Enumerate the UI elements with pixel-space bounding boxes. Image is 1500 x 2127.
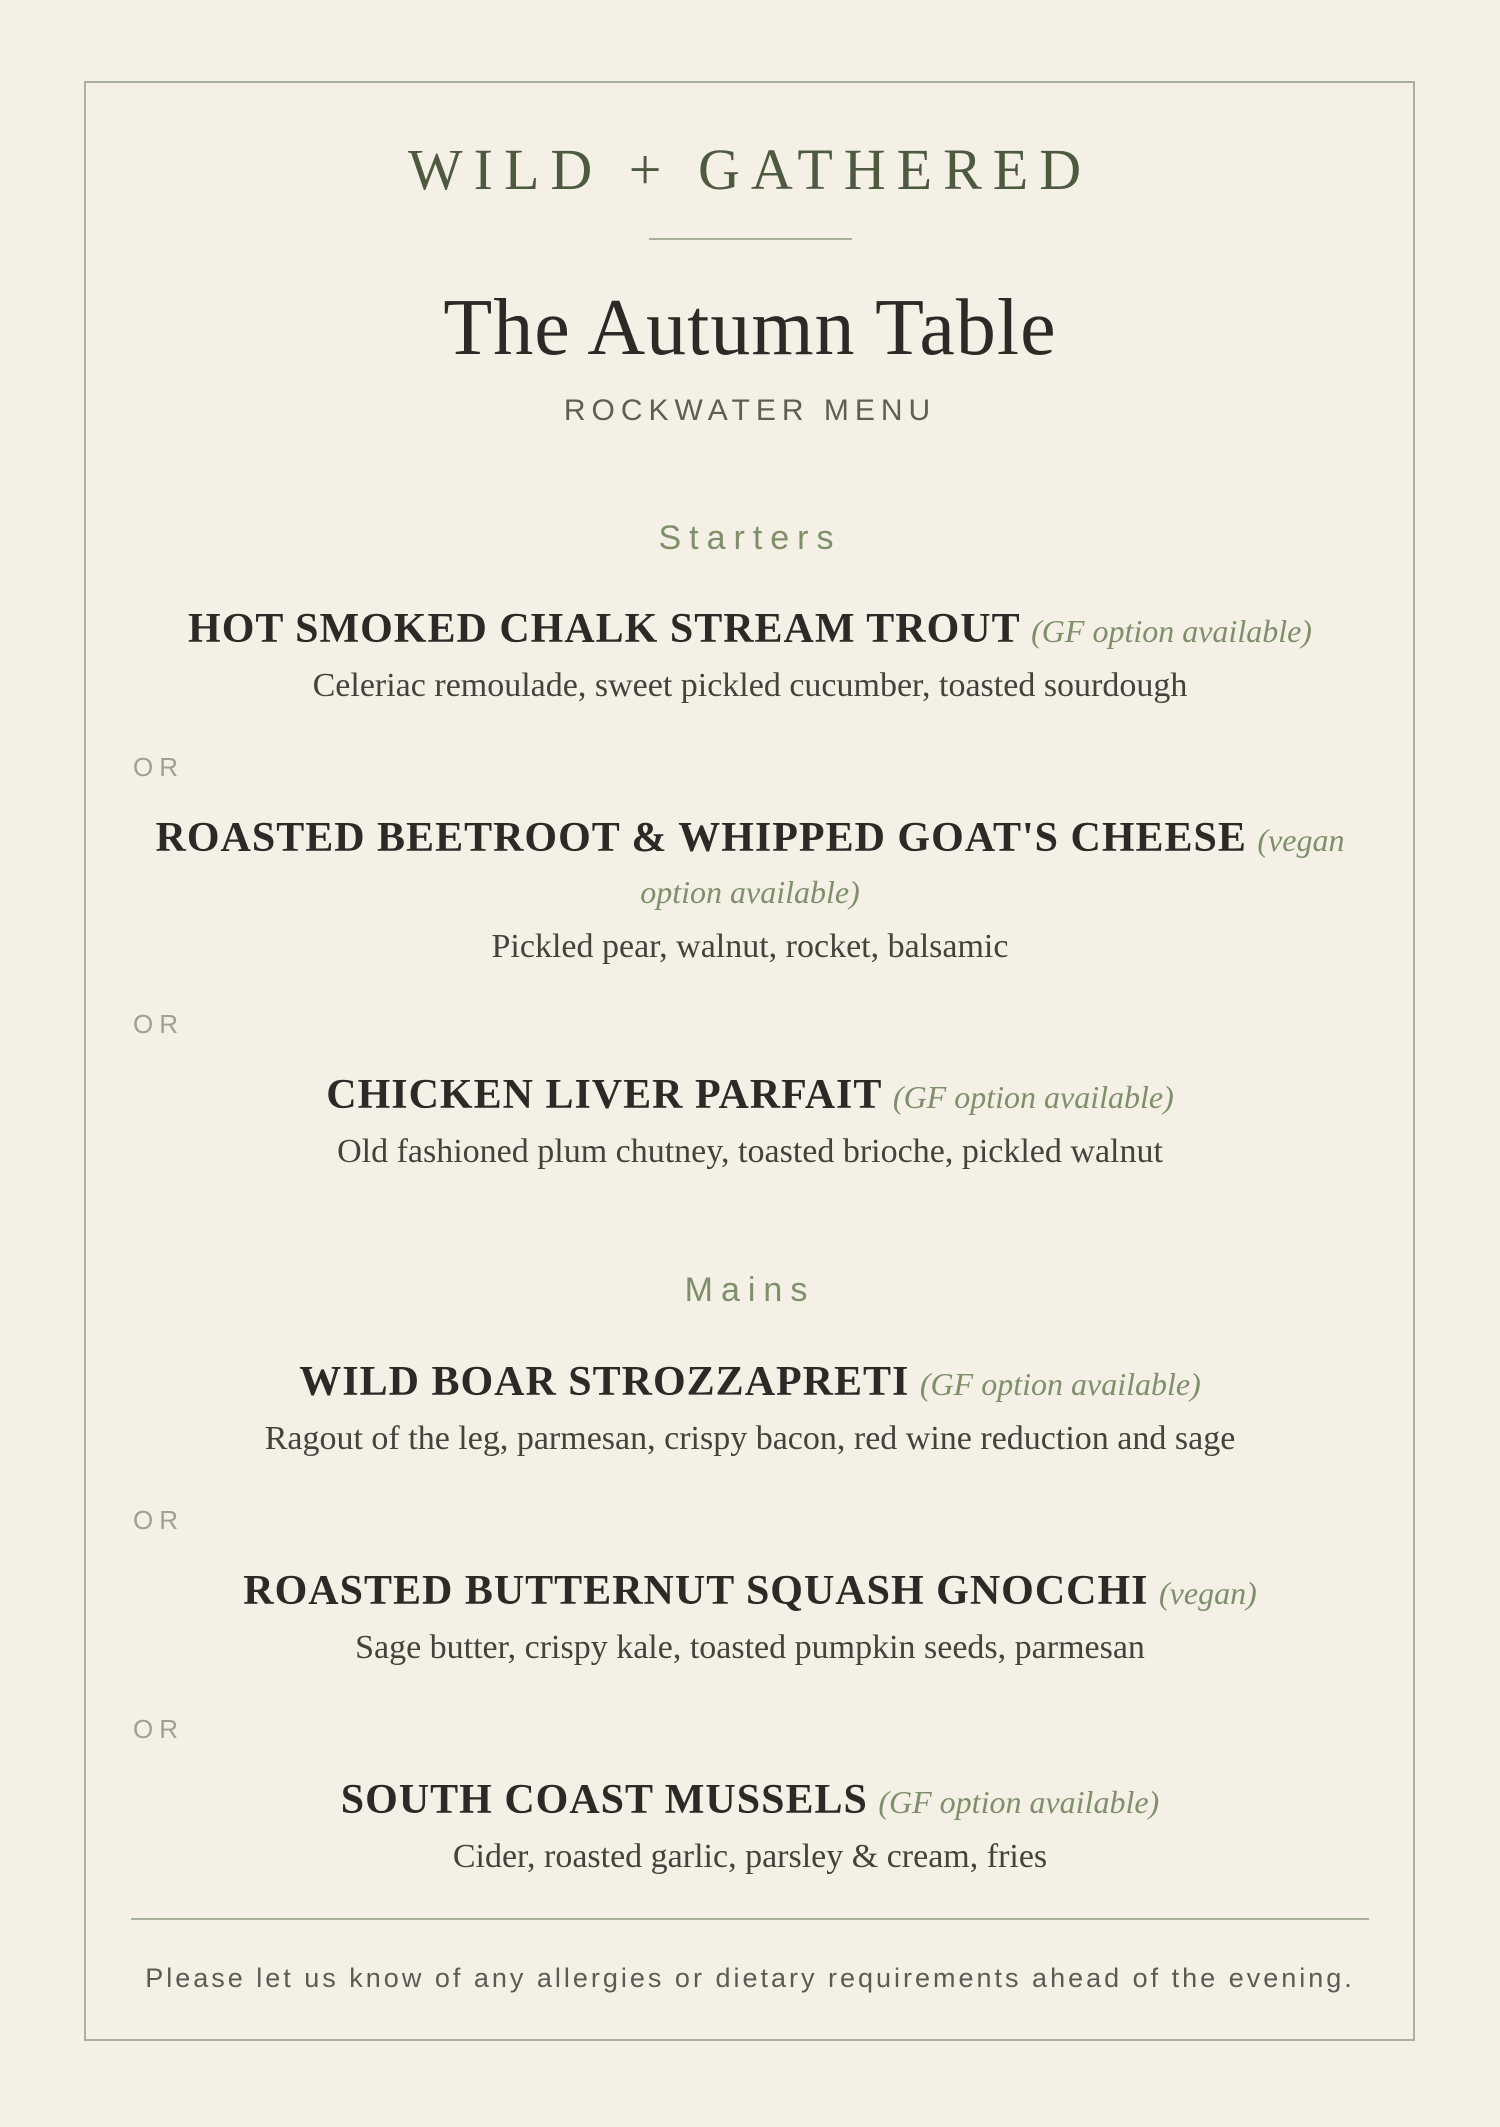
dietary-note: (GF option available) [919,1366,1201,1402]
dish-trout [130,604,1370,706]
dish-name: WILD BOAR STROZZAPRETI [299,1359,910,1405]
brand-name: WILD + GATHERED [407,137,1093,202]
dish-name: CHICKEN LIVER PARFAIT [326,1072,883,1118]
dish-heading [130,813,1370,917]
or-divider: OR [133,1505,184,1535]
dish-description: Celeriac remoulade, sweet pickled cucumber, toasted sourdough [312,667,1188,704]
allergy-note: Please let us know of any allergies or dietary requirements ahead of the evening. [145,1963,1355,1993]
dish-name: SOUTH COAST MUSSELS [340,1777,868,1823]
dish-heading [130,1070,1370,1122]
or-divider: OR [133,1714,184,1744]
menu-title: The Autumn Table [443,284,1057,372]
dish-heading [130,604,1370,656]
dish-name: HOT SMOKED CHALK STREAM TROUT [188,606,1021,652]
dietary-note: (GF option available) [892,1079,1174,1115]
dish-mussels [130,1775,1370,1877]
dish-heading [130,1775,1370,1827]
dish-description: Sage butter, crispy kale, toasted pumpkin seeds, parmesan [355,1629,1145,1666]
section-title-starters: Starters [658,519,842,557]
dietary-note: (GF option available) [1031,613,1312,649]
dish-description: Pickled pear, walnut, rocket, balsamic [491,928,1009,965]
dish-description: Old fashioned plum chutney, toasted brioche, pickled walnut [337,1133,1163,1170]
menu-subtitle: ROCKWATER MENU [563,394,937,427]
dish-heading [130,1566,1370,1618]
dietary-note: (vegan option available) [640,822,1345,910]
dish-name: ROASTED BEETROOT & WHIPPED GOAT'S CHEESE [155,815,1247,861]
dietary-note: (GF option available) [878,1784,1160,1820]
dish-description: Ragout of the leg, parmesan, crispy bacon, red wine reduction and sage [264,1420,1236,1457]
dish-heading [130,1357,1370,1409]
section-title-mains: Mains [684,1271,816,1309]
or-divider: OR [133,752,184,782]
dish-gnocchi [130,1566,1370,1668]
dish-wild-boar [130,1357,1370,1459]
brand-divider [649,238,852,240]
dish-chicken-liver [130,1070,1370,1172]
dish-beetroot [130,813,1370,967]
dish-name: ROASTED BUTTERNUT SQUASH GNOCCHI [243,1568,1149,1614]
footer-divider [131,1918,1369,1920]
or-divider: OR [133,1009,184,1039]
dietary-note: (vegan) [1159,1575,1257,1611]
dish-description: Cider, roasted garlic, parsley & cream, fries [452,1838,1048,1875]
